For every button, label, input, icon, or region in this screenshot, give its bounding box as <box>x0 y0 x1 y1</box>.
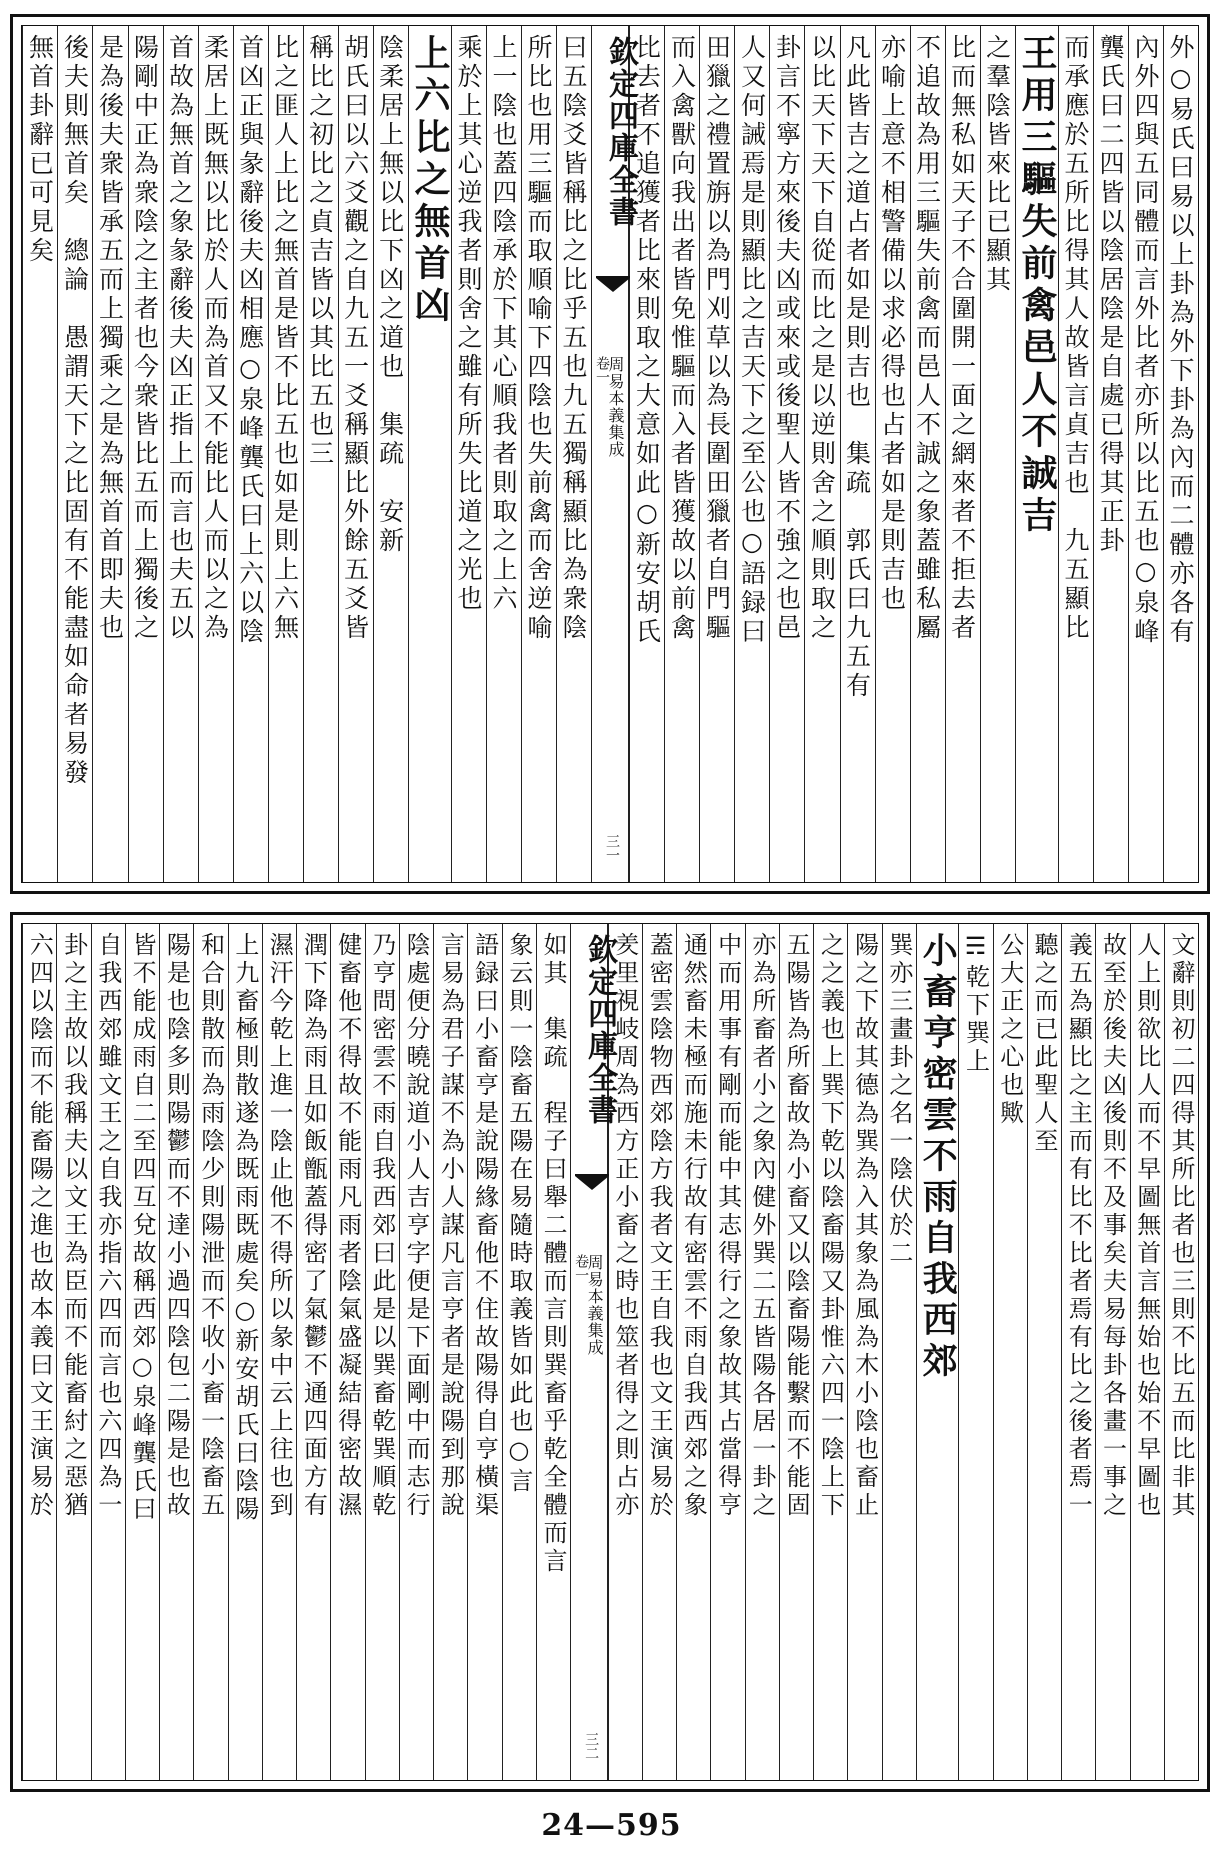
top-page-columns <box>22 26 1198 882</box>
text-column: 無首卦辭已可見矣 <box>22 26 57 882</box>
bottom-page <box>10 912 1210 1792</box>
text-column: 陰柔居上無以比下凶之道也 集疏 安新 <box>373 26 408 882</box>
text-column: 亦為所畜者小之象內健外巽二五皆陽各居一卦之 <box>745 924 779 1780</box>
text-column: 之之義也上巽下乾以陰畜陽又卦惟六四一陰上下 <box>813 924 847 1780</box>
text-column: 陽剛中正為衆陰之主者也今衆皆比五而上獨後之 <box>128 26 163 882</box>
center-margin <box>570 924 618 1780</box>
text-column: 外○易氏曰易以上卦為外下卦為內而二體亦各有 <box>1163 26 1198 882</box>
text-column: 五陽皆為所畜故為小畜又以陰畜陽能繫而不能固 <box>779 924 813 1780</box>
leaf-number: 三一 <box>604 834 621 862</box>
text-column: 比而無私如天子不合圍開一面之網來者不拒去者 <box>945 26 980 882</box>
text-column: 而承應於五所比得其人故皆言貞吉也 九五顯比 <box>1058 26 1093 882</box>
text-column: 亦喻上意不相警備以求必得也占者如是則吉也 <box>875 26 910 882</box>
text-column: 所比也用三驅而取順喻下四陰也失前禽而舍逆喻 <box>521 26 556 882</box>
text-column: 胡氏曰以六爻觀之自九五一爻稱顯比外餘五爻皆 <box>338 26 373 882</box>
text-column: 卦言不寧方來後夫凶或來或後聖人皆不強之也邑 <box>769 26 804 882</box>
heading-column: 上六比之無首凶 <box>408 26 451 882</box>
hexagram-symbol: ☴ <box>961 932 990 964</box>
text-column: 首故為無首之象彖辭後夫凶正指上而言也夫五以 <box>163 26 198 882</box>
text-column: 乘於上其心逆我者則舍之雖有所失比道之光也 <box>451 26 486 882</box>
text-column: 是為後夫衆皆承五而上獨乘之是為無首首即夫也 <box>92 26 127 882</box>
text-column: 陽是也陰多則陽鬱而不達小過四陰包二陽是也故 <box>159 924 193 1780</box>
text-column: 不追故為用三驅失前禽而邑人不誠之象蓋雖私屬 <box>910 26 945 882</box>
text-column: 陰處便分曉說道小人吉亨字便是下面剛中而志行 <box>399 924 433 1780</box>
text-column: 比去者不追獲者比來則取之大意如此○新安胡氏 <box>629 26 664 882</box>
hexagram-column <box>958 924 992 1780</box>
text-column: 巽亦三畫卦之名一陰伏於二 <box>882 924 916 1780</box>
volume-label: 卷一 <box>573 1254 590 1282</box>
text-column: 乃亨問密雲不雨自我西郊曰此是以巽畜乾巽順乾 <box>365 924 399 1780</box>
text-column: 文辭則初二四得其所比者也三則不比五而比非其 <box>1164 924 1198 1780</box>
volume-label: 卷一 <box>594 356 611 384</box>
text-column: 自我西郊雖文王之自我亦指六四而言也六四為一 <box>91 924 125 1780</box>
book-title: 周易本義集成 <box>606 356 626 458</box>
text-column: 田獵之禮置旃以為門刈草以為長圍田獵者自門驅 <box>699 26 734 882</box>
text-column: 象云則一陰畜五陽在易隨時取義皆如此也○言 <box>502 924 536 1780</box>
top-page-frame <box>21 25 1199 883</box>
page-number: 24—595 <box>541 1808 682 1843</box>
text-column: 義五為顯比之主而有比不比者焉有比之後者焉一 <box>1061 924 1095 1780</box>
bottom-page-frame <box>21 923 1199 1781</box>
text-column: 比之匪人上比之無首是皆不比五也如是則上六無 <box>268 26 303 882</box>
leaf-number: 三二 <box>583 1732 600 1760</box>
fish-tail-mark <box>596 276 630 304</box>
text-column: 而入禽獸向我出者皆免惟驅而入者皆獲故以前禽 <box>664 26 699 882</box>
library-title: 欽定四庫全書 <box>582 934 618 1126</box>
text-column: 言易為君子謀不為小人謀凡言亨者是說陽到那說 <box>433 924 467 1780</box>
text-column: 語録曰小畜亨是說陽緣畜他不住故陽得自亨橫渠 <box>467 924 501 1780</box>
library-title: 欽定四庫全書 <box>603 36 639 228</box>
text-column: 後夫則無首矣 總論 愚謂天下之比固有不能盡如命者易發 <box>57 26 92 882</box>
text-column: 公大正之心也歟 <box>993 924 1027 1780</box>
text-column: 內外四與五同體而言外比者亦所以比五也○泉峰 <box>1128 26 1163 882</box>
text-column: 和合則散而為雨陰少則陽泄而不收小畜一陰畜五 <box>193 924 227 1780</box>
text-column: 聽之而已此聖人至 <box>1027 924 1061 1780</box>
text-column: 潤下降為雨且如飯甑蓋得密了氣鬱不通四面方有 <box>296 924 330 1780</box>
text-column: 首凶正與彖辭後夫凶相應○泉峰龔氏曰上六以陰 <box>233 26 268 882</box>
text-column: 人上則欲比人而不早圖無首言無始也始不早圖也 <box>1130 924 1164 1780</box>
hexagram-label: 乾下巽上 <box>961 964 990 1076</box>
text-column: 故至於後夫凶後則不及事矣夫易每卦各畫一事之 <box>1095 924 1129 1780</box>
text-column: 之羣陰皆來比已顯其 <box>980 26 1015 882</box>
text-column: 上一陰也蓋四陰承於下其心順我者則取之上六 <box>486 26 521 882</box>
text-column: 卦之主故以我稱夫以文王為臣而不能畜紂之惡猶 <box>56 924 90 1780</box>
text-column: 通然畜未極而施未行故有密雲不雨自我西郊之象 <box>676 924 710 1780</box>
heading-column: 王用三驅失前禽邑人不誠吉 <box>1015 26 1058 882</box>
text-column: 羑里視岐周為西方正小畜之時也筮者得之則占亦 <box>608 924 642 1780</box>
top-page <box>10 14 1210 894</box>
bottom-page-columns <box>22 924 1198 1780</box>
text-column: 上九畜極則散遂為既雨既處矣○新安胡氏曰陰陽 <box>228 924 262 1780</box>
center-margin <box>591 26 639 882</box>
text-column: 稱比之初比之貞吉皆以其比五也三 <box>303 26 338 882</box>
text-column: 蓋密雲陰物西郊陰方我者文王自我也文王演易於 <box>642 924 676 1780</box>
text-column: 柔居上既無以比於人而為首又不能比人而以之為 <box>198 26 233 882</box>
text-column: 陽之下故其德為巽為入其象為風為木小陰也畜止 <box>847 924 881 1780</box>
text-column: 人又何誡焉是則顯比之吉天下之至公也○語録曰 <box>734 26 769 882</box>
text-column: 龔氏曰二四皆以陰居陰是自處已得其正卦 <box>1093 26 1128 882</box>
book-title: 周易本義集成 <box>585 1254 605 1356</box>
text-column: 皆不能成雨自二至四互兌故稱西郊○泉峰龔氏曰 <box>125 924 159 1780</box>
text-column: 濕汗今乾上進一陰止他不得所以彖中云上往也到 <box>262 924 296 1780</box>
text-column: 中而用事有剛而能中其志得行之象故其占當得亨 <box>710 924 744 1780</box>
fish-tail-mark <box>575 1174 609 1202</box>
heading-column: 小畜亨密雲不雨自我西郊 <box>916 924 958 1780</box>
text-column: 凡此皆吉之道占者如是則吉也 集疏 郭氏曰九五有 <box>840 26 875 882</box>
text-column: 曰五陰爻皆稱比之比乎五也九五獨稱顯比為衆陰 <box>556 26 591 882</box>
text-column: 以比天下天下自從而比之是以逆則舍之順則取之 <box>804 26 839 882</box>
text-column: 六四以陰而不能畜陽之進也故本義曰文王演易於 <box>22 924 56 1780</box>
text-column: 如其 集疏 程子曰舉二體而言則巽畜乎乾全體而言 <box>536 924 570 1780</box>
text-column: 健畜他不得故不能雨凡雨者陰氣盛凝結得密故濕 <box>330 924 364 1780</box>
